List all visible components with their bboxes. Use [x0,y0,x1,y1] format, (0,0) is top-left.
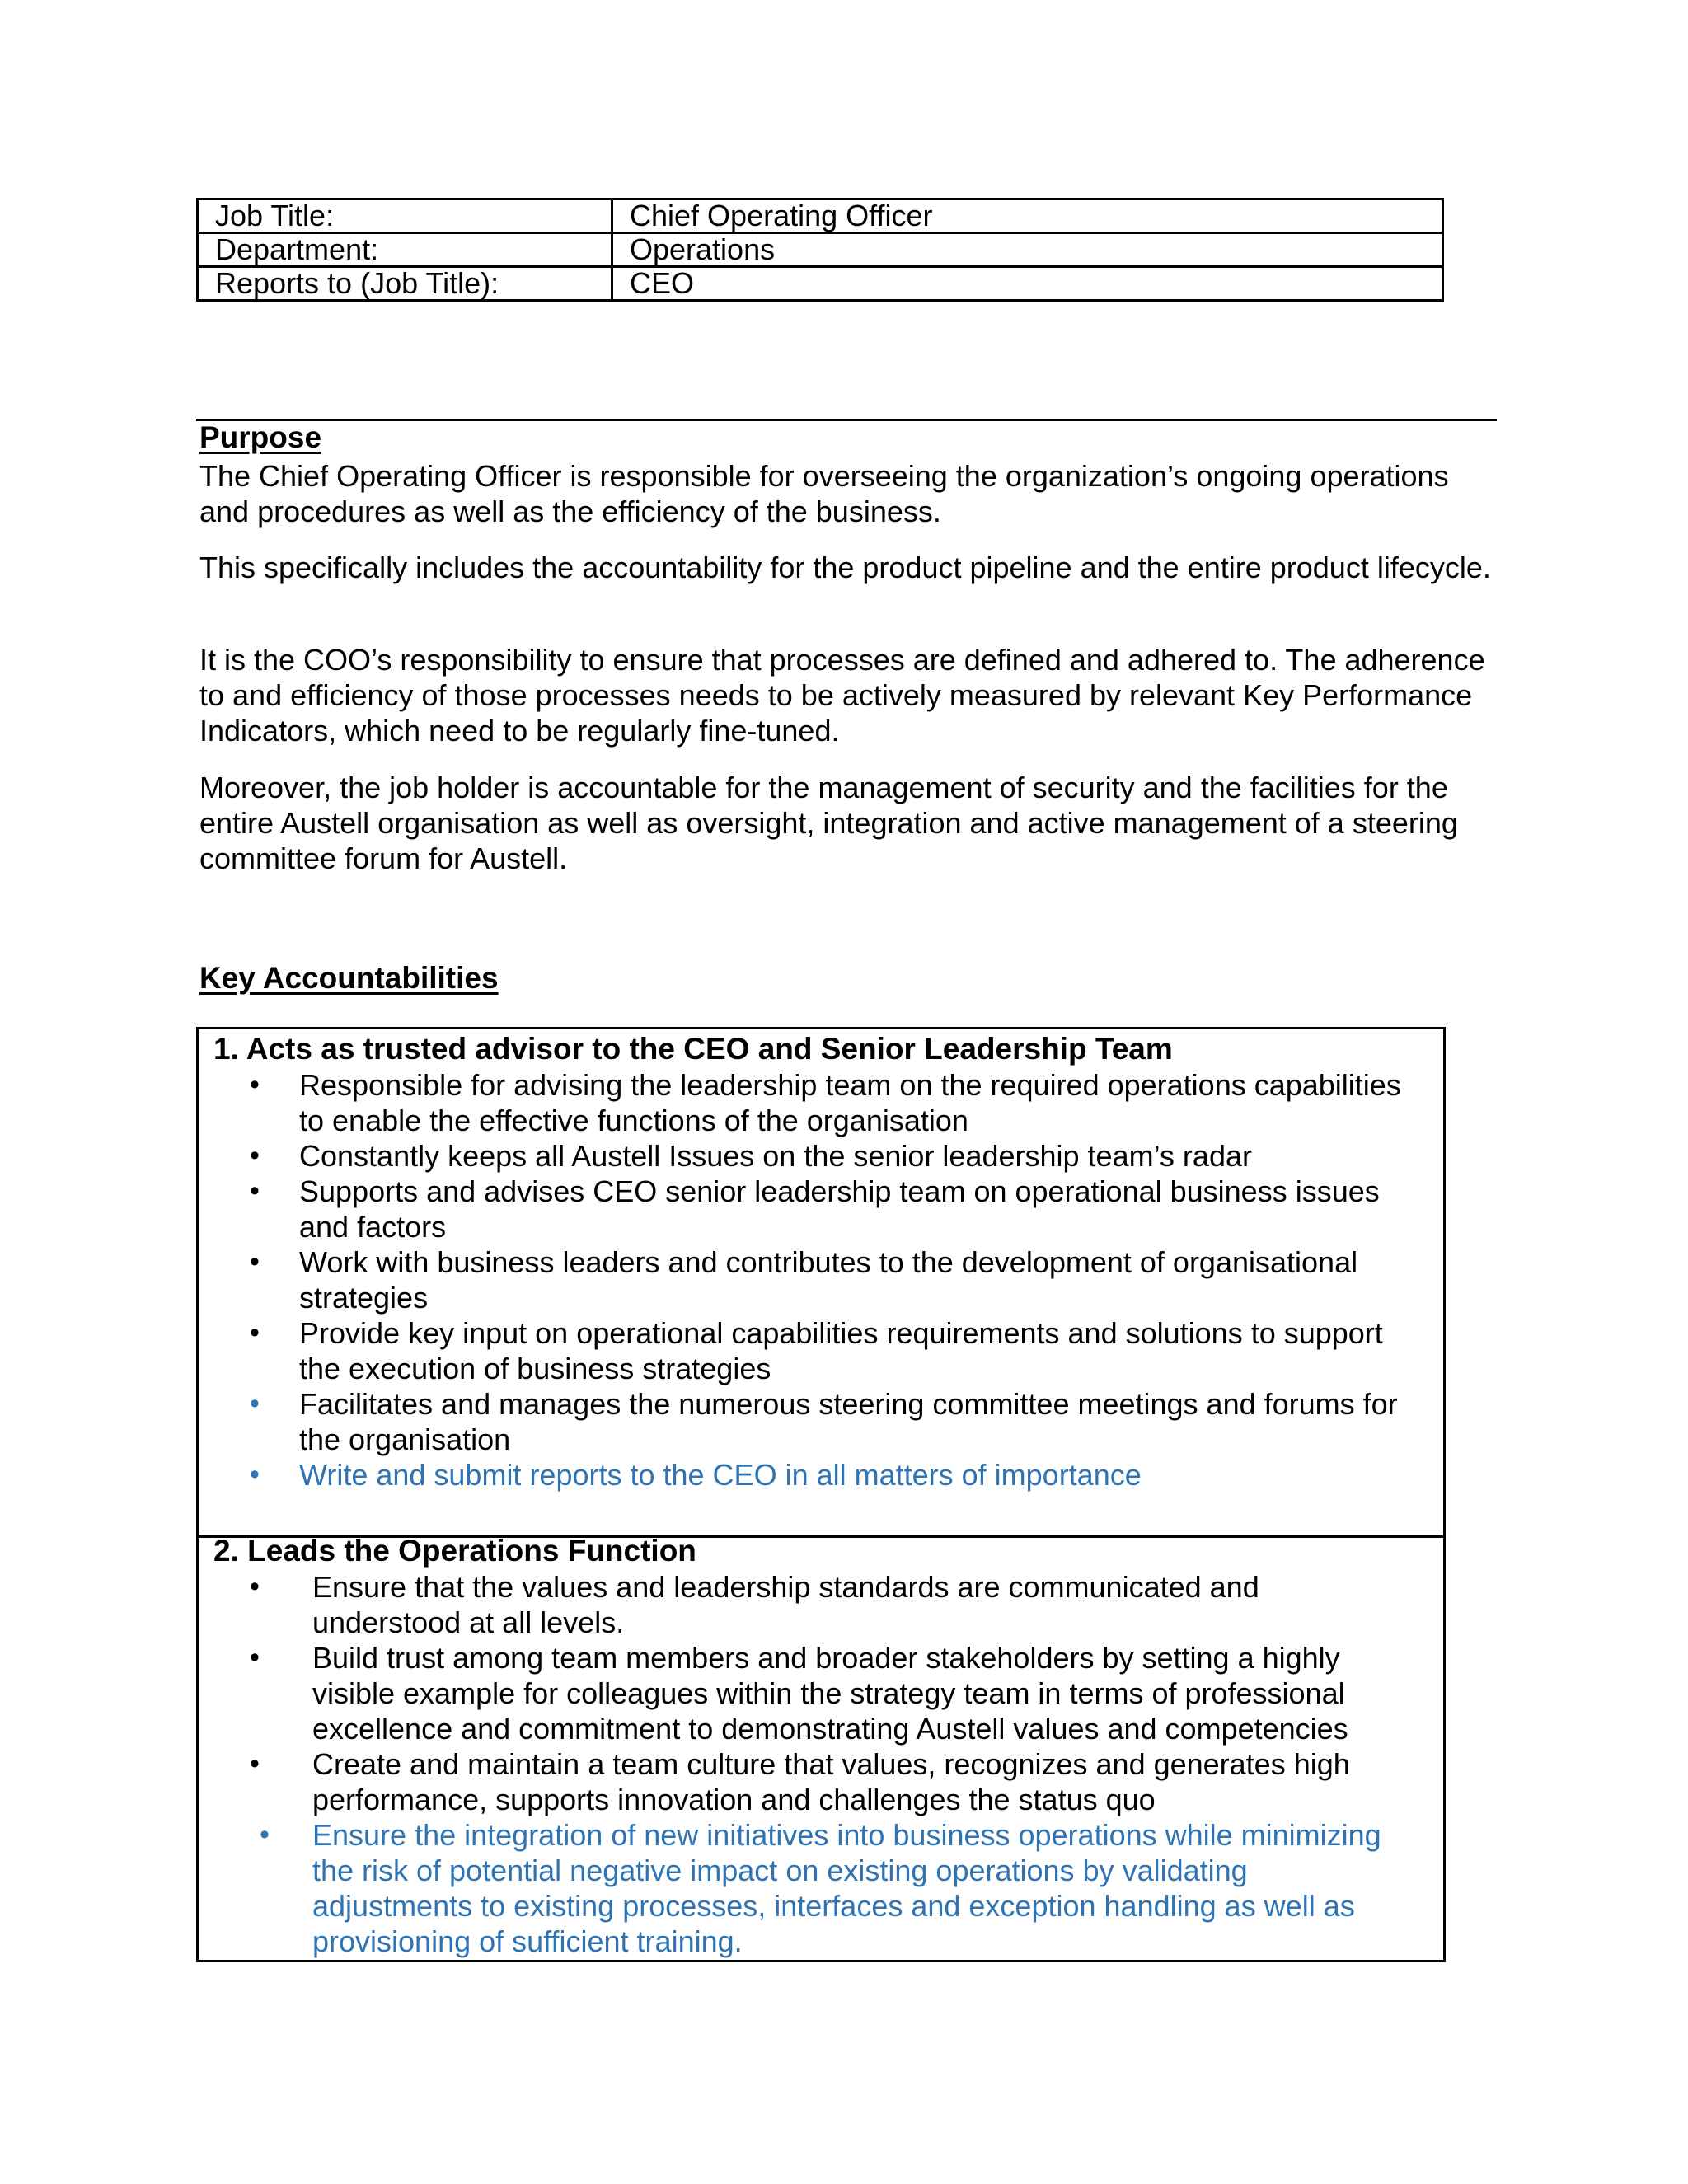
bullet-icon: • [250,1571,260,1602]
list-item: • Responsible for advising the leadership team on the required operations capabilities to enable the effective functions of the organisation [250,1068,1401,1137]
bullet-icon: • [260,1819,270,1850]
job-title-label: Job Title: [198,199,612,233]
section-2-list [199,1569,1410,1959]
job-title-value: Chief Operating Officer [612,199,1443,233]
purpose-paragraph-1: The Chief Operating Officer is responsible for overseeing the organization’s ongoing operations and procedures as well as the efficiency of the business. [199,459,1449,528]
list-item: • Constantly keeps all Austell Issues on the senior leadership team’s radar [250,1139,1252,1173]
list-item: • Work with business leaders and contributes to the development of organisational strategies [250,1245,1358,1315]
section-divider [196,419,1497,421]
bullet-icon: • [250,1140,260,1171]
job-header-table [196,198,1444,302]
list-item: • Create and maintain a team culture that values, recognizes and generates high performance, supports innovation and challenges the status quo [250,1747,1350,1816]
bullet-icon: • [250,1388,260,1419]
list-item: • Ensure that the values and leadership standards are communicated and understood at all levels. [250,1570,1259,1639]
bullet-icon: • [250,1642,260,1673]
list-item: • Provide key input on operational capabilities requirements and solutions to support the execution of business strategies [250,1316,1383,1385]
bullet-icon: • [250,1317,260,1348]
purpose-paragraph-3: It is the COO’s responsibility to ensure that processes are defined and adhered to. The adherence to and efficiency of those processes needs to be actively measured by relevant Key Performance Indicators, which need to be regularly fine-tuned. [199,643,1485,748]
table-row [198,267,1443,301]
purpose-paragraph-4: Moreover, the job holder is accountable for the management of security and the facilities for the entire Austell organisation as well as oversight, integration and active management of a steering committee forum for Austell. [199,771,1458,875]
purpose-heading: Purpose [199,420,322,454]
bullet-icon: • [250,1459,260,1490]
table-row [198,233,1443,267]
department-value: Operations [612,233,1443,267]
bullet-icon: • [250,1069,260,1100]
reports-to-label: Reports to (Job Title): [198,267,612,301]
purpose-paragraph-2: This specifically includes the accountability for the product pipeline and the entire product lifecycle. [199,551,1491,584]
section-1-list [199,1067,1427,1493]
section-2-title: 2. Leads the Operations Function [213,1534,696,1568]
list-item: • Facilitates and manages the numerous steering committee meetings and forums for the organisation [250,1387,1398,1456]
table-row [198,199,1443,233]
list-item: • Write and submit reports to the CEO in all matters of importance [250,1458,1142,1492]
bullet-icon: • [250,1175,260,1207]
list-item: • Supports and advises CEO senior leadership team on operational business issues and factors [250,1174,1380,1244]
accountability-section-2 [196,1533,1446,1962]
list-item: • Build trust among team members and broader stakeholders by setting a highly visible example for colleagues within the strategy team in terms of professional excellence and commitment to demonstrating Austell values and competencies [250,1641,1348,1746]
list-item: • Ensure the integration of new initiatives into business operations while minimizing the risk of potential negative impact on existing operations by validating adjustments to existing processes, interfaces and exception handling as well as provisioning of sufficient training. [260,1818,1381,1958]
department-label: Department: [198,233,612,267]
reports-to-value: CEO [612,267,1443,301]
section-1-title: 1. Acts as trusted advisor to the CEO and Senior Leadership Team [213,1032,1173,1066]
accountability-section-1 [196,1027,1446,1538]
bullet-icon: • [250,1748,260,1779]
bullet-icon: • [250,1246,260,1277]
key-accountabilities-heading: Key Accountabilities [199,961,499,995]
